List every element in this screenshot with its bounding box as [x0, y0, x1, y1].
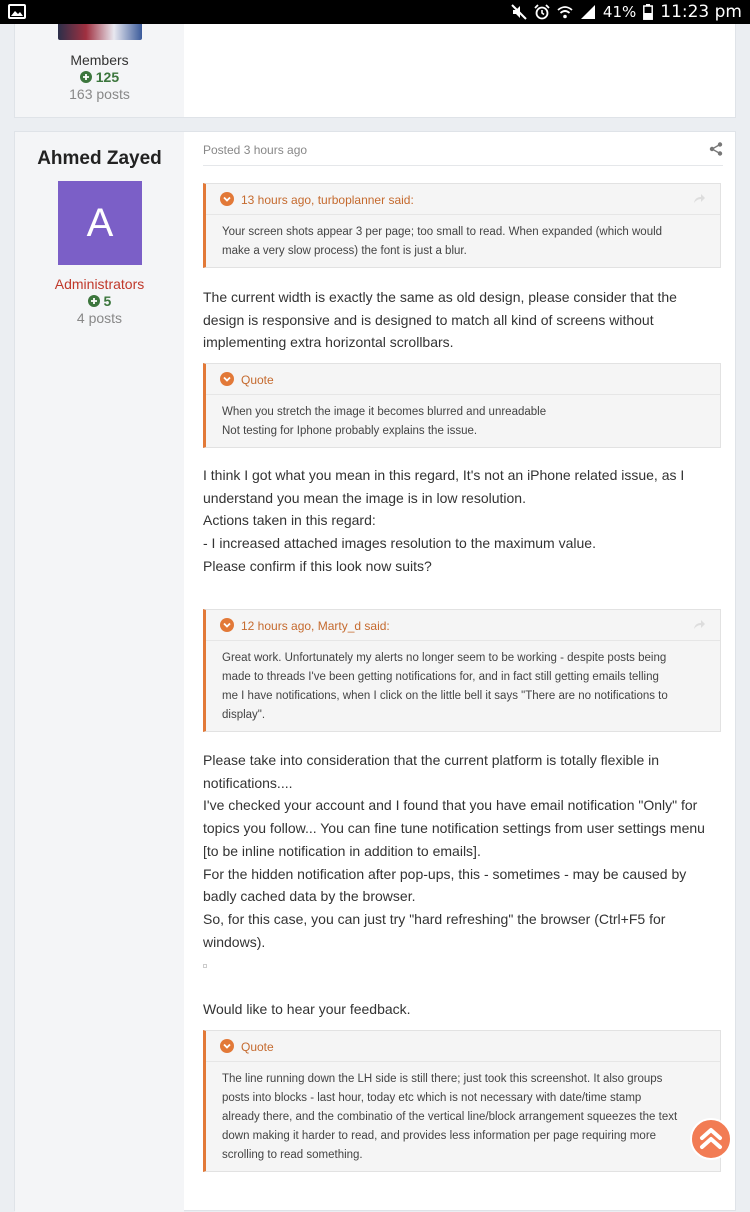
author-column: [15, 132, 184, 1212]
chevron-down-icon: [220, 192, 234, 206]
quote-body: [206, 641, 720, 731]
chevron-down-icon: [220, 372, 234, 386]
quote-line: scrolling to read something.: [222, 1149, 363, 1161]
quote-line: display".: [222, 709, 266, 721]
quote-line: made to threads I've been getting notifications for, and in fact still getting emails telling: [222, 671, 659, 683]
quote-citation[interactable]: [206, 184, 720, 215]
quote-line: already there, and the combinatio of the vertical line/block arrangement squeezes the text: [222, 1111, 678, 1123]
divider: [203, 165, 723, 166]
quote-body: [206, 395, 720, 447]
quote-citation-text: Quote: [241, 1040, 274, 1054]
text-line: Please confirm if this look now suits?: [203, 557, 432, 574]
quote-body: [206, 1062, 720, 1171]
plus-circle-icon: [80, 69, 96, 85]
quote-body: [206, 215, 720, 267]
post-card: [14, 131, 736, 1211]
quote-citation[interactable]: [206, 610, 720, 641]
text-line: badly cached data by the browser.: [203, 888, 416, 905]
text-line: The current width is exactly the same as old design, please consider that the: [203, 289, 677, 305]
quote-line: The line running down the LH side is still there; just took this screenshot. It also groups: [222, 1073, 663, 1085]
quote-citation[interactable]: [206, 1031, 720, 1062]
author-name[interactable]: Ahmed Zayed: [37, 148, 162, 169]
mute-icon: [511, 4, 527, 20]
member-group[interactable]: Members: [70, 52, 129, 68]
avatar[interactable]: [58, 24, 142, 40]
quote-line: Not testing for Iphone probably explains the issue.: [222, 425, 478, 437]
quote-block: [203, 183, 721, 268]
post-date[interactable]: Posted 3 hours ago: [203, 143, 308, 157]
post-count: 163 posts: [69, 86, 130, 102]
reputation-badge: [15, 293, 184, 309]
post-count: 4 posts: [76, 310, 123, 326]
quote-line: Your screen shots appear 3 per page; too small to read. When expanded (which would: [222, 226, 663, 238]
text-line: [to be inline notification in addition to emails].: [203, 842, 481, 859]
share-icon[interactable]: [709, 142, 723, 156]
text-line: design is responsive and is designed to match all kind of screens without: [203, 311, 654, 328]
author-column: [15, 24, 184, 117]
chevron-down-icon: [220, 1039, 234, 1053]
text-line: Please take into consideration that the current platform is totally flexible in: [203, 752, 660, 768]
quote-line: Great work. Unfortunately my alerts no longer seem to be working - despite posts being: [222, 652, 667, 664]
quote-line: make a very slow process) the font is just a blur.: [222, 245, 467, 257]
share-arrow-icon[interactable]: [693, 192, 706, 205]
status-bar: [0, 0, 750, 24]
post-paragraph: [203, 998, 723, 1021]
quote-citation-text: 12 hours ago, Marty_d said:: [241, 619, 390, 633]
attached-image-thumbnail[interactable]: [203, 964, 207, 968]
text-line: windows).: [203, 933, 266, 950]
text-line: implementing extra horizontal scrollbars.: [203, 334, 454, 351]
reputation-value: 5: [103, 293, 112, 309]
clock: 11:23 pm: [660, 2, 742, 22]
quote-line: me I have notifications, when I click on the little bell it says "There are no notifications to: [222, 690, 668, 702]
signal-icon: [580, 4, 596, 20]
quote-block: [203, 363, 721, 448]
text-line: notifications....: [203, 774, 293, 791]
battery-percent: 41%: [602, 3, 637, 21]
quote-line: When you stretch the image it becomes blurred and unreadable: [222, 406, 547, 418]
reputation-value: 125: [95, 69, 120, 85]
text-line: understand you mean the image is in low resolution.: [203, 489, 526, 506]
share-arrow-icon[interactable]: [693, 618, 706, 631]
text-line: Would like to hear your feedback.: [203, 1001, 411, 1017]
text-line: topics you follow... You can fine tune notification settings from user settings menu: [203, 820, 705, 837]
quote-block: [203, 609, 721, 732]
post-paragraph: [203, 464, 723, 578]
quote-citation[interactable]: [206, 364, 720, 395]
battery-icon: [643, 4, 653, 20]
text-line: I've checked your account and I found that you have email notification "Only" for: [203, 797, 698, 814]
alarm-icon: [534, 4, 550, 20]
chevron-down-icon: [220, 618, 234, 632]
text-line: So, for this case, you can just try "hard refreshing" the browser (Ctrl+F5 for: [203, 910, 666, 927]
post-paragraph: [203, 749, 723, 953]
text-line: For the hidden notification after pop-ups, this - sometimes - may be caused by: [203, 865, 687, 882]
double-chevron-up-icon: [699, 1126, 723, 1152]
quote-line: posts into blocks - last hour, today etc which is not necessary with date/time stamp: [222, 1092, 642, 1104]
scroll-to-top-button[interactable]: [690, 1118, 732, 1160]
gallery-icon: [8, 4, 26, 19]
previous-post: [14, 24, 736, 118]
text-line: I think I got what you mean in this regard, It's not an iPhone related issue, as I: [203, 467, 685, 483]
member-group: Administrators: [54, 276, 145, 292]
avatar[interactable]: A: [58, 181, 142, 265]
quote-line: down making it harder to read, and provides less information per page requiring more: [222, 1130, 657, 1142]
quote-citation-text: 13 hours ago, turboplanner said:: [241, 193, 414, 207]
wifi-icon: [557, 4, 573, 20]
text-line: - I increased attached images resolution to the maximum value.: [203, 535, 596, 552]
text-line: Actions taken in this regard:: [203, 512, 376, 529]
quote-citation-text: Quote: [241, 373, 274, 387]
plus-circle-icon: [88, 293, 104, 309]
quote-block: [203, 1030, 721, 1172]
reputation-badge: [15, 69, 184, 85]
post-paragraph: [203, 286, 723, 354]
